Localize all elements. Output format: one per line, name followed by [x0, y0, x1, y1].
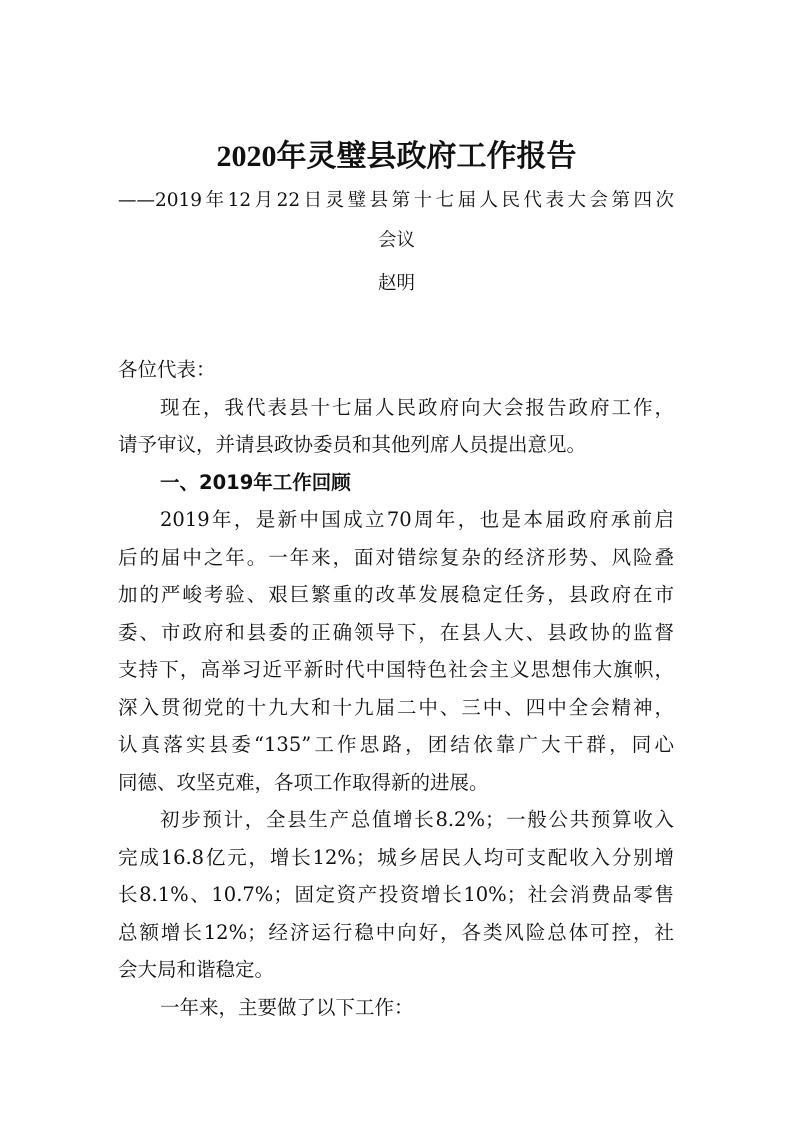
text-line: 深入贯彻党的十九大和十九届二中、三中、四中全会精神，: [118, 695, 674, 719]
text-line: 完成16.8亿元，增长12%；城乡居民人均可支配收入分别增: [118, 845, 674, 869]
text-line: 各位代表：: [118, 358, 216, 381]
text-line: 支持下，高举习近平新时代中国特色社会主义思想伟大旗帜，: [118, 658, 674, 681]
text-line: 长8.1%、10.7%；固定资产投资增长10%；社会消费品零售: [118, 883, 674, 906]
text-line: 现在，我代表县十七届人民政府向大会报告政府工作，: [160, 395, 674, 419]
subtitle-line: 会议: [377, 230, 415, 251]
author: 赵明: [377, 273, 415, 294]
subtitle-line: ——2019年12月22日灵璧县第十七届人民代表大会第四次: [118, 190, 674, 211]
text-line: 一年来，主要做了以下工作：: [160, 995, 414, 1019]
text-line: 总额增长12%；经济运行稳中向好，各类风险总体可控，社: [118, 920, 674, 944]
document-title: 2020年灵璧县政府工作报告: [216, 140, 577, 173]
text-line: 后的届中之年。一年来，面对错综复杂的经济形势、风险叠: [118, 545, 674, 569]
text-line: 请予审议，并请县政协委员和其他列席人员提出意见。: [118, 433, 587, 456]
text-line: 加的严峻考验、艰巨繁重的改革发展稳定任务，县政府在市: [118, 583, 674, 606]
text-line: 2019年，是新中国成立70周年，也是本届政府承前启: [160, 508, 674, 531]
text-line: 同德、攻坚克难，各项工作取得新的进展。: [118, 770, 489, 794]
document-body: [118, 355, 674, 1030]
text-line: 委、市政府和县委的正确领导下，在县人大、县政协的监督: [118, 620, 674, 644]
text-line: 初步预计，全县生产总值增长8.2%；一般公共预算收入: [160, 808, 674, 831]
text-line: 认真落实县委“135”工作思路，团结依靠广大干群，同心: [118, 733, 674, 756]
text-line: 会大局和谐稳定。: [118, 958, 275, 981]
section-heading: 一、2019年工作回顾: [160, 470, 351, 494]
